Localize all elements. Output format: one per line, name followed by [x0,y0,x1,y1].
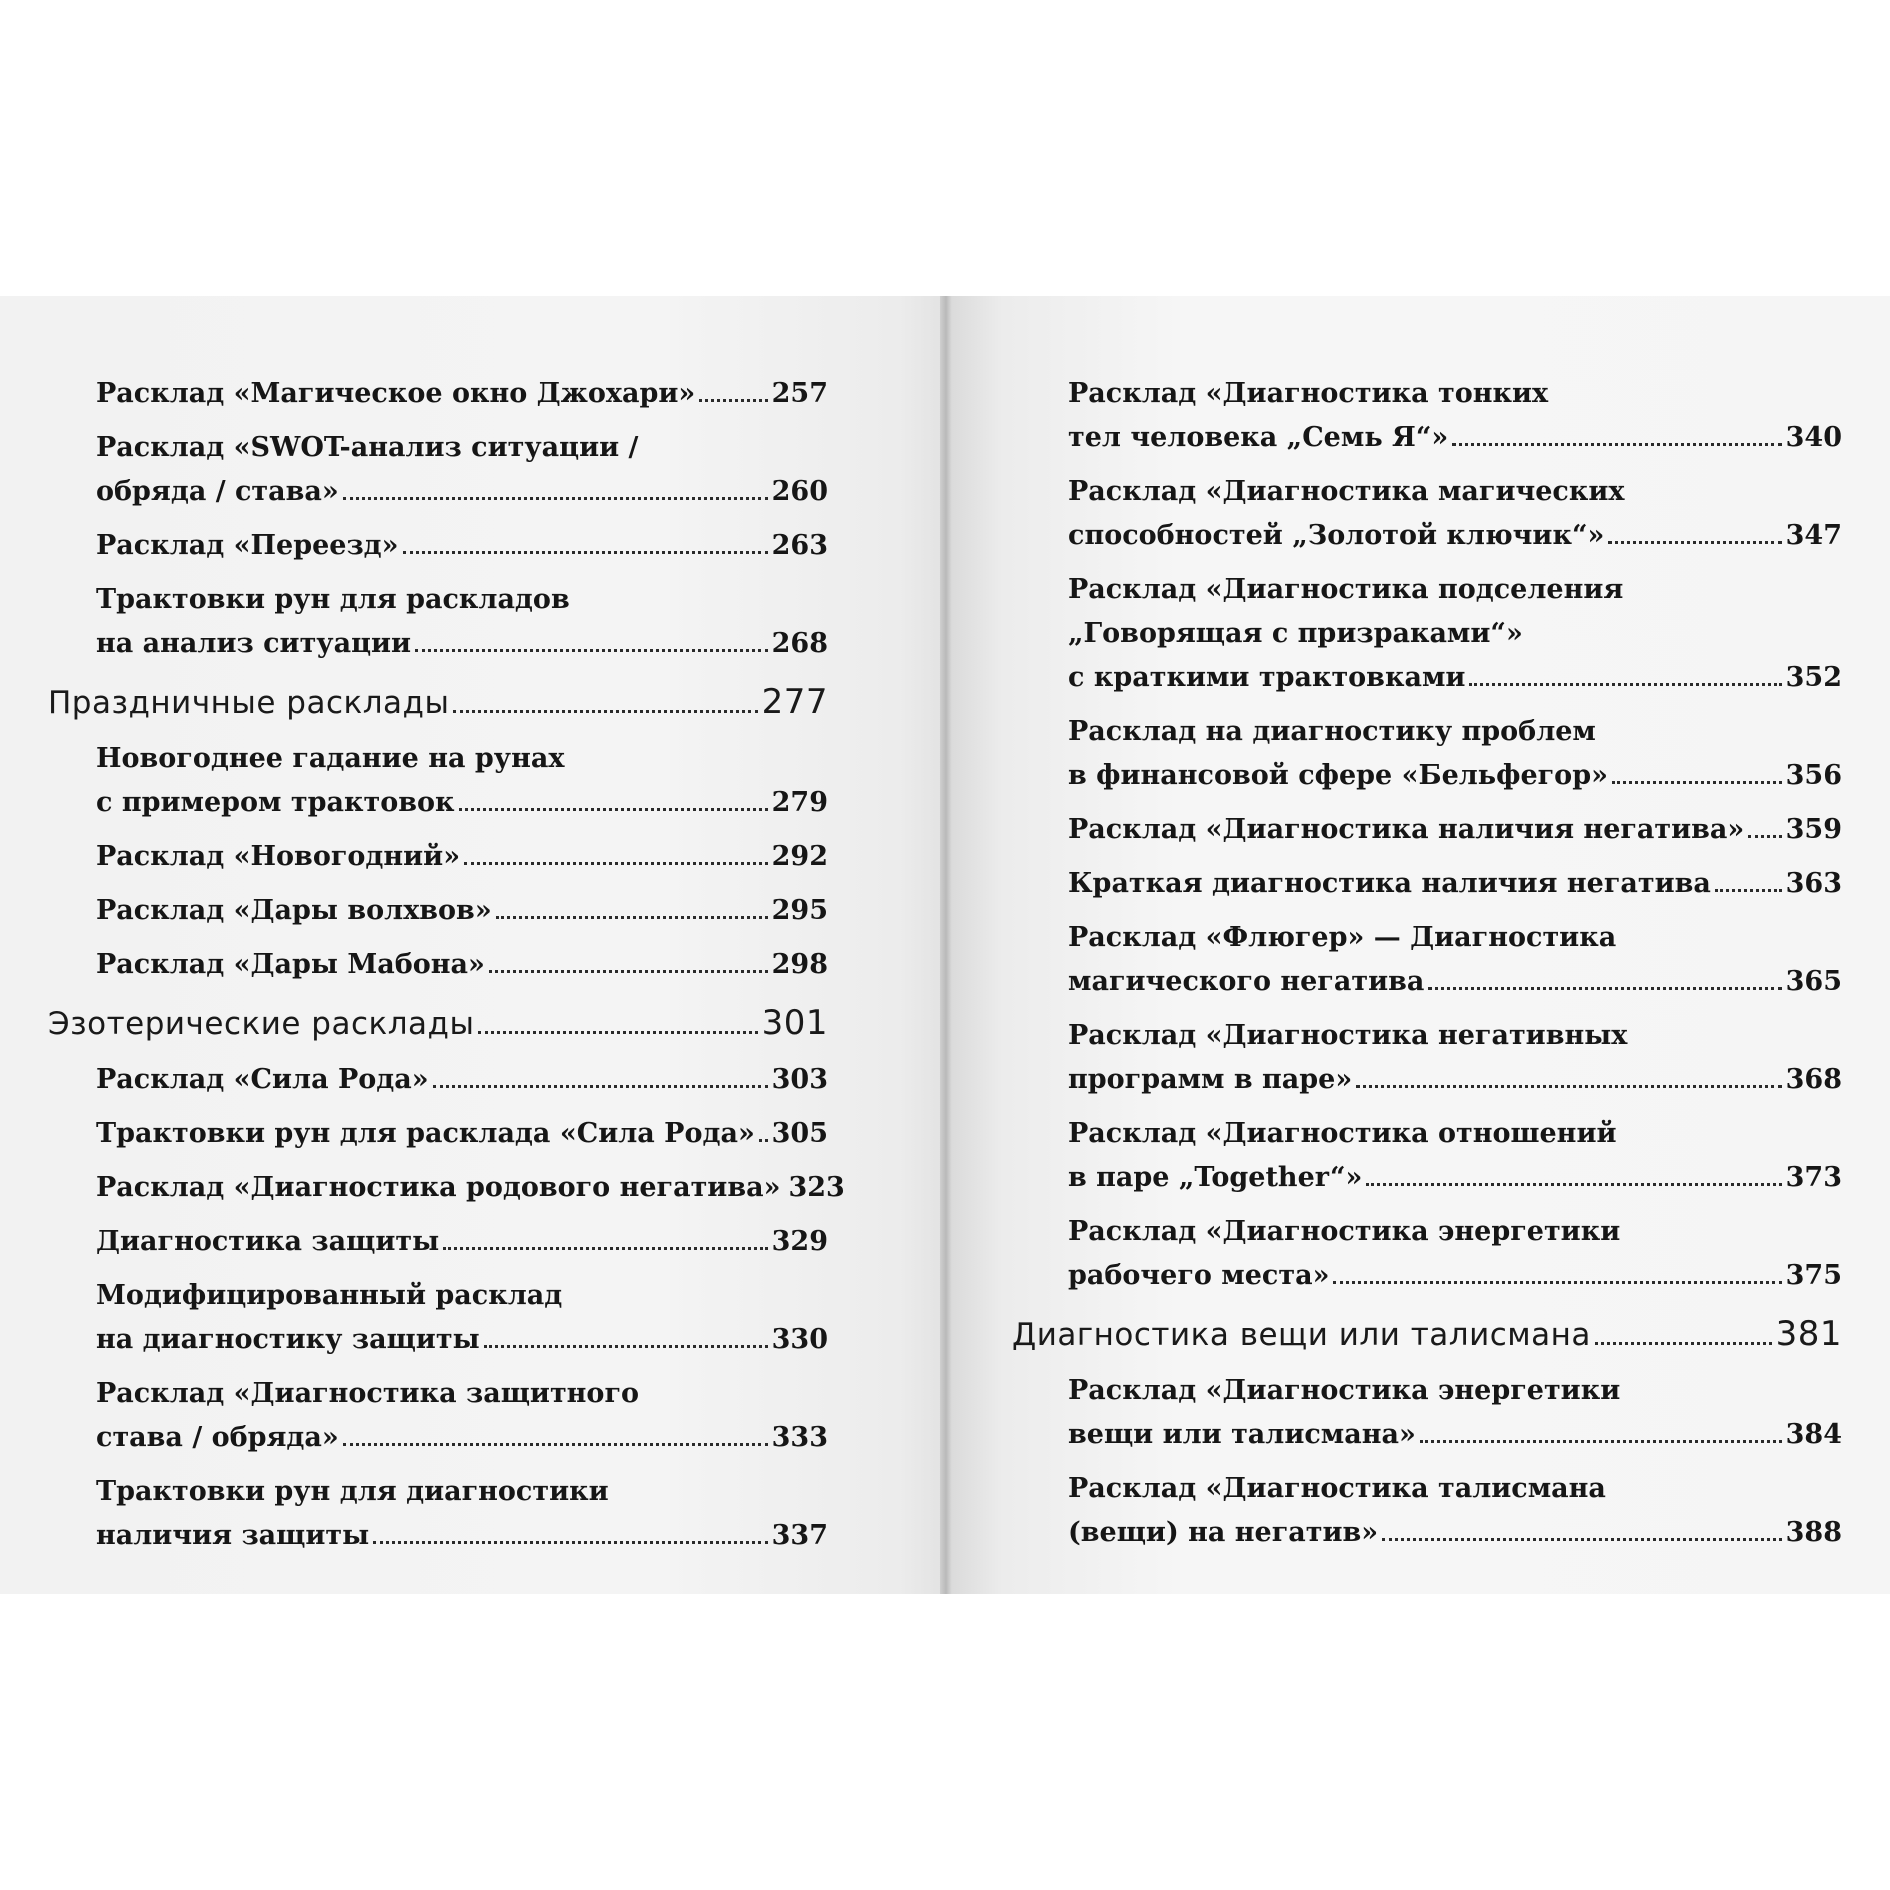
toc-entry: Расклад на диагностику проблем в финансовой сфере «Бельфегор» 356 [1060,710,1842,798]
section-heading: Диагностика вещи или талисмана 381 [1012,1310,1842,1359]
page-number: 363 [1785,868,1842,899]
page-number: 347 [1785,520,1842,551]
page-number: 356 [1785,760,1842,791]
page-number: 260 [771,476,828,507]
toc-entry: Расклад «Дары волхвов» 295 [88,889,828,933]
toc-entry: Расклад «Диагностика тонких тел человека „Семь Я“» 340 [1060,372,1842,460]
page-number: 263 [771,530,828,561]
toc-entry: Трактовки рун для расклада «Сила Рода» 305 [88,1112,828,1156]
book-gutter [940,296,952,1594]
page-number: 305 [771,1118,828,1149]
toc-entry: Трактовки рун для диагностики наличия защиты 337 [88,1470,828,1558]
page-number: 365 [1785,966,1842,997]
toc-entry: Расклад «Диагностика защитного става / обряда» 333 [88,1372,828,1460]
page-number: 277 [761,682,828,722]
page-number: 340 [1785,422,1842,453]
page-number: 301 [761,1003,828,1043]
toc-entry: Расклад «Диагностика отношений в паре „Together“» 373 [1060,1112,1842,1200]
toc-entry: Расклад «Магическое окно Джохари» 257 [88,372,828,416]
page-number: 257 [771,378,828,409]
page-number: 373 [1785,1162,1842,1193]
page-number: 292 [771,841,828,872]
right-toc [1012,372,1842,1565]
page-number: 375 [1785,1260,1842,1291]
toc-entry: Расклад «Диагностика энергетики вещи или талисмана» 384 [1060,1369,1842,1457]
page-number: 352 [1785,662,1842,693]
toc-entry: Модифицированный расклад на диагностику защиты 330 [88,1274,828,1362]
toc-entry: Расклад «Диагностика талисмана (вещи) на негатив» 388 [1060,1467,1842,1555]
toc-entry: Расклад «Диагностика подселения „Говорящая с призраками“» с краткими трактовками 352 [1060,568,1842,700]
page-number: 381 [1775,1314,1842,1354]
toc-entry: Расклад «Переезд» 263 [88,524,828,568]
page-number: 323 [788,1172,845,1203]
page-number: 303 [771,1064,828,1095]
section-heading: Праздничные расклады 277 [48,678,828,727]
section-heading: Эзотерические расклады 301 [48,999,828,1048]
toc-entry: Расклад «Дары Мабона» 298 [88,943,828,987]
toc-entry: Расклад «Диагностика наличия негатива» 359 [1060,808,1842,852]
toc-entry: Расклад «Диагностика магических способностей „Золотой ключик“» 347 [1060,470,1842,558]
toc-entry: Трактовки рун для раскладов на анализ ситуации 268 [88,578,828,666]
page-number: 330 [771,1324,828,1355]
page-number: 384 [1785,1419,1842,1450]
toc-entry: Расклад «Диагностика негативных программ в паре» 368 [1060,1014,1842,1102]
page-number: 298 [771,949,828,980]
page-number: 268 [771,628,828,659]
page-number: 333 [771,1422,828,1453]
page-number: 359 [1785,814,1842,845]
page-number: 388 [1785,1517,1842,1548]
toc-entry: Краткая диагностика наличия негатива 363 [1060,862,1842,906]
toc-entry: Расклад «Новогодний» 292 [88,835,828,879]
page-number: 337 [771,1520,828,1551]
toc-entry: Расклад «Диагностика родового негатива» 323 [88,1166,828,1210]
left-toc [48,372,845,1568]
toc-entry: Расклад «SWOT-анализ ситуации / обряда / става» 260 [88,426,828,514]
page-number: 295 [771,895,828,926]
toc-entry: Расклад «Диагностика энергетики рабочего места» 375 [1060,1210,1842,1298]
toc-entry: Новогоднее гадание на рунах с примером трактовок 279 [88,737,828,825]
toc-entry: Расклад «Сила Рода» 303 [88,1058,828,1102]
toc-entry: Диагностика защиты 329 [88,1220,828,1264]
page-number: 329 [771,1226,828,1257]
page-number: 368 [1785,1064,1842,1095]
page-number: 279 [771,787,828,818]
toc-entry: Расклад «Флюгер» — Диагностика магического негатива 365 [1060,916,1842,1004]
